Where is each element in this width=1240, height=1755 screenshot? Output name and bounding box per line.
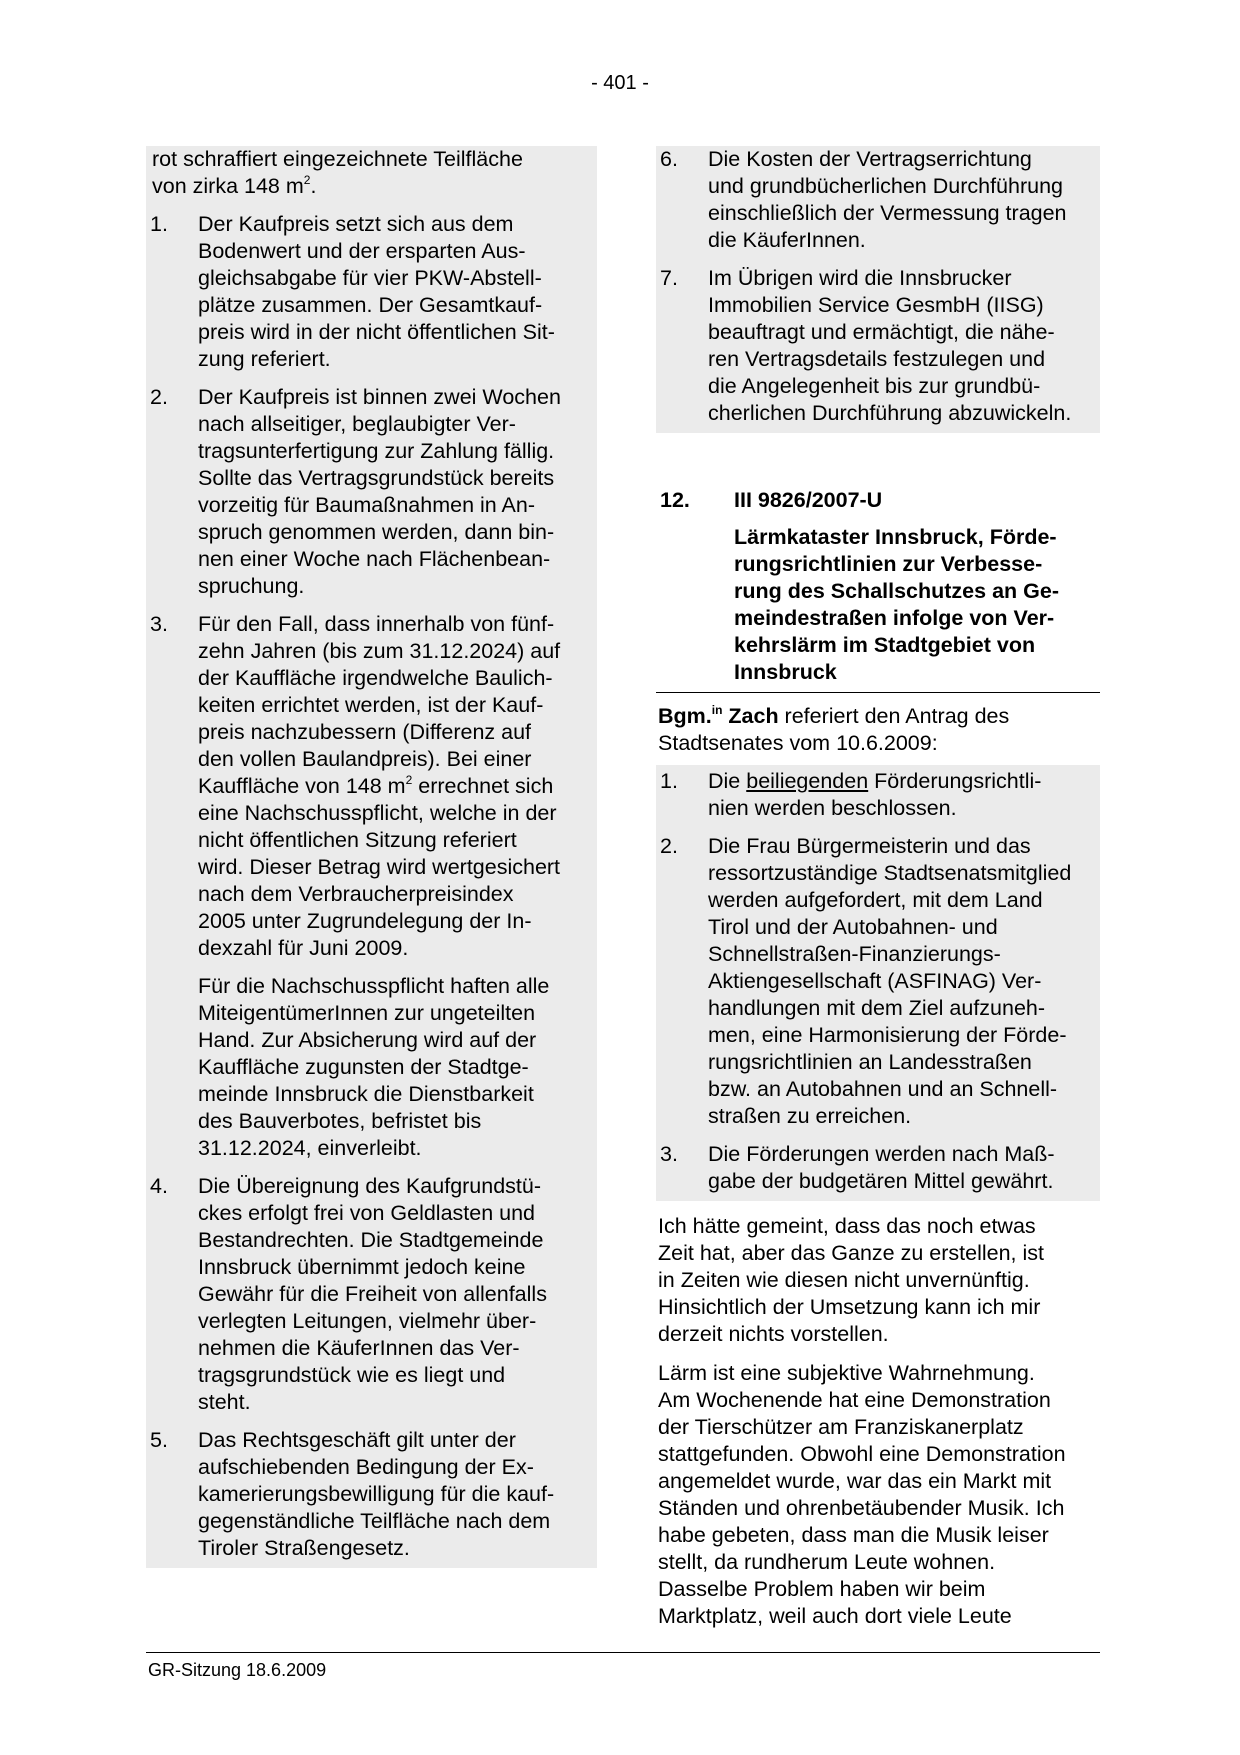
list-item	[150, 611, 593, 962]
motion-list	[656, 765, 1100, 1201]
item-number: 3.	[150, 612, 168, 636]
item-text: Für den Fall, dass innerhalb von fünf- zehn Jahren (bis zum 31.12.2024) auf der Kauffläche irgendwelche Baulich- keiten errichtet werden, ist der Kauf- preis nachzubessern (Differenz auf den vollen Baulandpreis). Bei einer Kauffläche von 148 $m^2$ errechnet sich eine Nachschusspflicht, welche in der nicht öffentlichen Sitzung referiert wird. Dieser Betrag wird wertgesichert nach dem Verbraucherpreisindex 2005 unter Zugrundelegung der In- dexzahl für Juni 2009.	[198, 612, 561, 960]
item-number: 1.	[660, 769, 678, 793]
item-text: Der Kaufpreis ist binnen zwei Wochen nach allseitiger, beglaubigter Ver- tragsunterfertigung zur Zahlung fällig. Sollte das Vertragsgrundstück bereits vorzeitig für Baumaßnahmen in An- spruch genommen werden, dann bin- nen einer Woche nach Flächenbean- spruchung.	[198, 385, 561, 598]
speaker-intro: Bgm.$^{in}$ Zach referiert den Antrag des Stadtsenates vom 10.6.2009:	[658, 703, 1010, 755]
agenda-title: Lärmkataster Innsbruck, Förde- rungsrichtlinien zur Verbesse- rung des Schallschutzes an Ge- meindestraßen infolge von Ver- kehrslärm im Stadtgebiet von Innsbruck	[734, 525, 1059, 684]
item-number: 2.	[660, 834, 678, 858]
intro-line: rot schraffiert eingezeichnete Teilfläche	[152, 147, 523, 171]
item-text: Die Förderungen werden nach Maß- gabe der budgetären Mittel gewährt.	[708, 1142, 1055, 1193]
footer-divider	[146, 1652, 1100, 1653]
page-number: - 401 -	[591, 72, 649, 94]
list-item	[660, 1141, 1096, 1195]
footer-text: GR-Sitzung 18.6.2009	[148, 1660, 327, 1680]
agenda-item-header	[656, 487, 1100, 514]
item-number: 6.	[660, 147, 678, 171]
item-number: 5.	[150, 1428, 168, 1452]
intro-line: von zirka 148 $m^2$.	[152, 173, 317, 198]
list-item	[660, 265, 1096, 427]
list-item	[660, 146, 1096, 254]
item-number: 3.	[660, 1142, 678, 1166]
item-number: 2.	[150, 385, 168, 409]
item-text: Die Kosten der Vertragserrichtung und grundbücherlichen Durchführung einschließlich der Vermessung tragen die KäuferInnen.	[708, 147, 1067, 252]
list-item	[660, 768, 1096, 822]
item-number: 4.	[150, 1174, 168, 1198]
agenda-reference: III 9826/2007-U	[734, 488, 883, 512]
list-item	[150, 1173, 593, 1416]
item-continuation: Für die Nachschusspflicht haften alle MiteigentümerInnen zur ungeteilten Hand. Zur Absicherung wird auf der Kauffläche zugunsten der Stadtge- meinde Innsbruck die Dienstbarkeit des Bauverbotes, befristet bis 31.12.2024, einverleibt.	[198, 974, 550, 1160]
list-item	[150, 211, 593, 373]
left-column	[146, 146, 597, 1568]
item-text: Die Übereignung des Kaufgrundstü- ckes erfolgt frei von Geldlasten und Bestandrechten. Die Stadtgemeinde Innsbruck übernimmt jedoch keine Gewähr für die Freiheit von allenfalls verlegten Leitungen, vielmehr über- nehmen die KäuferInnen das Ver- tragsgrundstück wie es liegt und steht.	[198, 1174, 547, 1414]
item-text: Die Frau Bürgermeisterin und das ressortzuständige Stadtsenatsmitglied werden aufgefordert, mit dem Land Tirol und der Autobahnen- und Schnellstraßen-Finanzierungs- Aktiengesellschaft (ASFINAG) Ver- handlungen mit dem Ziel aufzuneh- men, eine Harmonisierung der Förde- rungsrichtlinien an Landesstraßen bzw. an Autobahnen und an Schnell- straßen zu erreichen.	[708, 834, 1072, 1128]
right-column	[656, 146, 1100, 1630]
item-text: Im Übrigen wird die Innsbrucker Immobilien Service GesmbH (IISG) beauftragt und ermächtigt, die nähe- ren Vertragsdetails festzulegen und die Angelegenheit bis zur grundbü- cherlichen Durchführung abzuwickeln.	[708, 266, 1072, 425]
list-item	[150, 384, 593, 600]
paragraph: Ich hätte gemeint, dass das noch etwas Zeit hat, aber das Ganze zu erstellen, ist in Zeiten wie diesen nicht unvernünftig. Hinsichtlich der Umsetzung kann ich mir derzeit nichts vorstellen.	[658, 1214, 1045, 1346]
item-text: Der Kaufpreis setzt sich aus dem Bodenwert und der ersparten Aus- gleichsabgabe für vier PKW-Abstell- plätze zusammen. Der Gesamtkauf- preis wird in der nicht öffentlichen Sit- zung referiert.	[198, 212, 555, 371]
agenda-number: 12.	[660, 488, 690, 512]
item-number: 1.	[150, 212, 168, 236]
paragraph: Lärm ist eine subjektive Wahrnehmung. Am Wochenende hat eine Demonstration der Tierschützer am Franziskanerplatz stattgefunden. Obwohl eine Demonstration angemeldet wurde, war das ein Markt mit Ständen und ohrenbetäubender Musik. Ich habe gebeten, dass man die Musik leiser stellt, da rundherum Leute wohnen. Dasselbe Problem haben wir beim Marktplatz, weil auch dort viele Leute	[658, 1361, 1066, 1628]
continued-list	[656, 146, 1100, 433]
list-item	[150, 1427, 593, 1562]
item-text: Die beiliegenden Förderungsrichtli- nien werden beschlossen.	[708, 769, 1042, 820]
intro-text	[150, 146, 593, 200]
item-number: 7.	[660, 266, 678, 290]
list-item	[660, 833, 1096, 1130]
divider	[656, 692, 1100, 693]
item-text: Das Rechtsgeschäft gilt unter der aufschiebenden Bedingung der Ex- kamerierungsbewilligung für die kauf- gegenständliche Teilfläche nach dem Tiroler Straßengesetz.	[198, 1428, 555, 1560]
